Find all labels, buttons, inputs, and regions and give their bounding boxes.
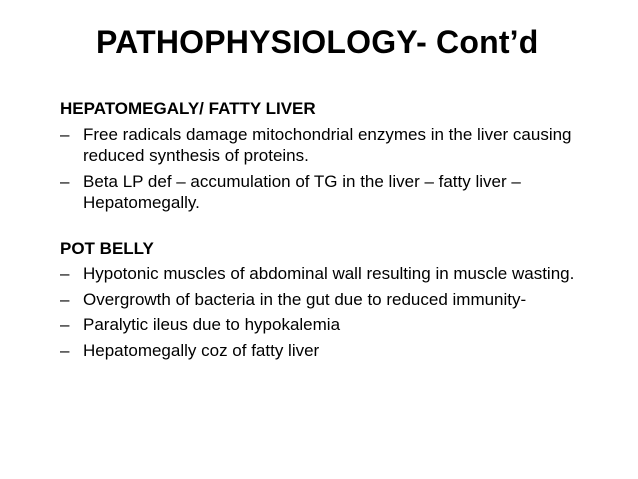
bullet-text: Overgrowth of bacteria in the gut due to reduced immunity-: [83, 289, 527, 309]
bullet-text: Paralytic ileus due to hypokalemia: [83, 315, 341, 334]
bullet-text: Hepatomegally coz of fatty liver: [83, 340, 320, 360]
bullet-item: [60, 340, 620, 362]
slide-content: [60, 98, 620, 365]
dash-bullet-icon: –: [60, 264, 70, 283]
bullet-text: Beta LP def – accumulation of TG in the liver – fatty liver – Hepatomegally.: [83, 171, 521, 212]
bullet-list-hepatomegaly: [60, 124, 620, 214]
dash-bullet-icon: –: [60, 171, 70, 191]
bullet-item: [60, 124, 620, 167]
bullet-text: Free radicals damage mitochondrial enzymes in the liver causing reduced synthesis of proteins.: [83, 124, 572, 165]
section-heading-pot-belly: POT BELLY: [60, 238, 154, 258]
dash-bullet-icon: –: [60, 124, 70, 144]
bullet-text: Hypotonic muscles of abdominal wall resulting in muscle wasting.: [83, 264, 575, 283]
slide-title: PATHOPHYSIOLOGY- Cont’d: [96, 24, 539, 60]
bullet-list-pot-belly: [60, 263, 620, 361]
bullet-item: [60, 263, 620, 285]
section-heading-hepatomegaly: HEPATOMEGALY/ FATTY LIVER: [60, 99, 316, 118]
bullet-item: [60, 171, 620, 214]
bullet-item: [60, 289, 620, 311]
dash-bullet-icon: –: [60, 340, 70, 360]
bullet-item: [60, 314, 620, 336]
section-spacer: [60, 218, 620, 238]
dash-bullet-icon: –: [60, 289, 70, 309]
dash-bullet-icon: –: [60, 315, 70, 334]
